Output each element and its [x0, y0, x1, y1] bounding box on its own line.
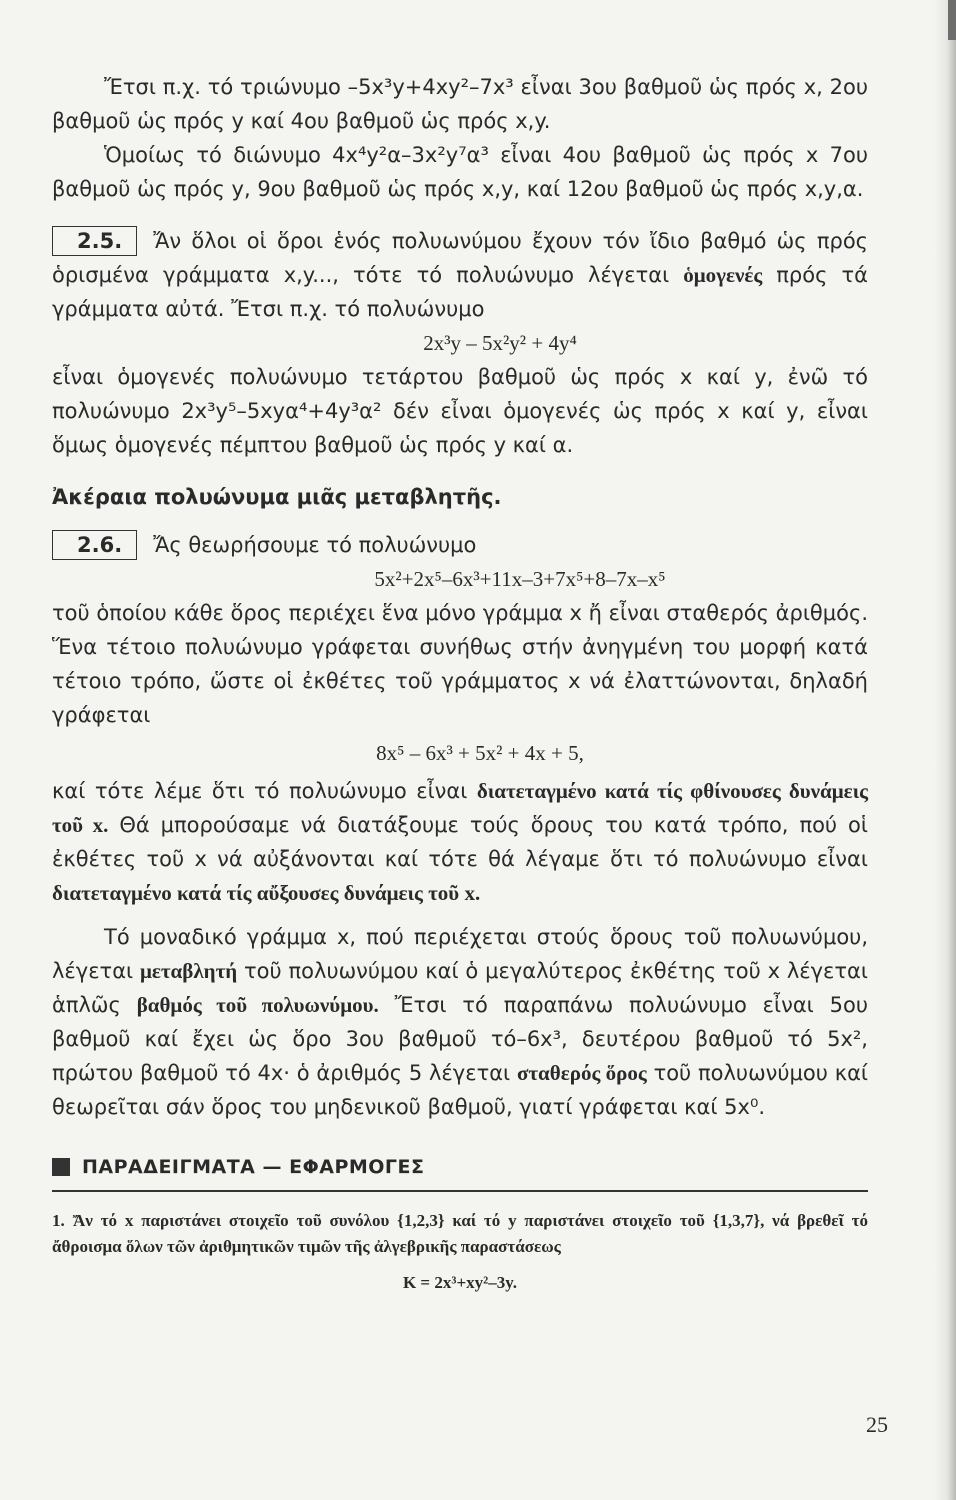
page-edge-strip	[948, 0, 956, 40]
final-text-4: τοῦ πολυωνύμου καί θεωρεῖται σάν ὅρος του μηδενικοῦ βαθμοῦ, γιατί γράφεται καί 5x⁰.	[52, 1061, 869, 1119]
term-variable: μεταβλητή	[140, 959, 238, 983]
final-text-2: τοῦ πολυωνύμου καί ὁ μεγαλύτερος ἐκθέτης τοῦ x λέγεται ἁπλῶς	[52, 959, 868, 1017]
page-number: 25	[866, 1412, 888, 1437]
term-homogeneous: ὁμογενές	[683, 263, 763, 287]
sec26-text-c: Θά μπορούσαμε νά διατάξουμε τούς ὅρους του κατά τρόπο, πού οἱ ἐκθέτες τοῦ x νά αὐξάνονται καί τότε θά λέγαμε ὅτι τό πολυώνυμο εἶναι	[52, 813, 868, 871]
example-text: Ἄν τό x παριστάνει στοιχεῖο τοῦ συνόλου {1,2,3} καί τό y παριστάνει στοιχεῖο τοῦ {1,3,7}, νά βρεθεῖ τό ἄθροισμα ὅλων τῶν ἀριθμητικῶν τιμῶν τῆς ἀλγεβρικῆς παραστάσεως	[52, 1211, 868, 1256]
sec25-text-c: εἶναι ὁμογενές πολυώνυμο τετάρτου βαθμοῦ ὡς πρός x καί y, ἐνῶ τό πολυώνυμο 2x³y⁵–5xyα⁴+4y³α² δέν εἶναι ὁμογενές ὡς πρός x καί y, εἶναι ὅμως ὁμογενές πέμπτου βαθμοῦ ὡς πρός y καί α.	[52, 365, 868, 457]
term-ascending: διατεταγμένο κατά τίς αὔξουσες δυνάμεις τοῦ x.	[52, 881, 481, 905]
sec26-intro: Ἄς θεωρήσουμε τό πολυώνυμο	[153, 533, 477, 557]
examples-heading-text: ΠΑΡΑΔΕΙΓΜΑΤΑ — ΕΦΑΡΜΟΓΕΣ	[82, 1156, 425, 1178]
page-edge-shadow	[934, 0, 956, 1500]
paragraph-trinomial-example: Ἔτσι π.χ. τό τριώνυμο –5x³y+4xy²–7x³ εἶναι 3ου βαθμοῦ ὡς πρός x, 2ου βαθμοῦ ὡς πρός y καί 4ου βαθμοῦ ὡς πρός x,y.	[52, 75, 868, 133]
sec26-descending-paragraph	[52, 774, 868, 910]
square-bullet-icon	[52, 1158, 70, 1176]
term-descending: διατεταγμένο κατά τίς φθίνουσες δυνάμεις τοῦ x.	[52, 779, 868, 837]
final-text-1: Τό μοναδικό γράμμα x, πού περιέχεται στούς ὅρους τοῦ πολυωνύμου, λέγεται	[52, 925, 868, 983]
examples-heading	[52, 1150, 868, 1184]
page-body	[52, 70, 868, 1296]
formula-ordered: 8x⁵ – 6x³ + 5x² + 4x + 5,	[376, 741, 584, 765]
term-degree: βαθμός τοῦ πολυωνύμου.	[136, 993, 379, 1017]
example-formula: K = 2x³+xy²–3y.	[402, 1273, 518, 1292]
paragraph-degree-definition	[52, 920, 868, 1124]
formula-unordered: 5x²+2x⁵–6x³+11x–3+7x⁵+8–7x–x⁵	[374, 567, 666, 591]
sec26-text-b: καί τότε λέμε ὅτι τό πολυώνυμο εἶναι	[52, 779, 477, 803]
example-number: 1.	[52, 1211, 65, 1230]
section-title: Ἀκέραια πολυώνυμα μιᾶς μεταβλητῆς.	[52, 485, 502, 509]
section-2-6	[52, 528, 868, 562]
sec25-text-b: πρός τά γράμματα αὐτά. Ἔτσι π.χ. τό πολυώνυμο	[52, 263, 868, 321]
section-number-2-5: 2.5.	[52, 226, 137, 256]
paragraph-binomial-example: Ὁμοίως τό διώνυμο 4x⁴y²α–3x²y⁷α³ εἶναι 4ου βαθμοῦ ὡς πρός x 7ου βαθμοῦ ὡς πρός y, 9ου βαθμοῦ ὡς πρός x,y, καί 12ου βαθμοῦ ὡς πρός x,y,α.	[52, 143, 868, 201]
heading-rule	[52, 1190, 868, 1192]
term-constant: σταθερός ὅρος	[516, 1061, 647, 1085]
sec25-text-a: Ἄν ὅλοι οἱ ὅροι ἑνός πολυωνύμου ἔχουν τόν ἴδιο βαθμό ὡς πρός ὁρισμένα γράμματα x,y..., τότε τό πολυώνυμο λέγεται	[52, 229, 868, 287]
section-number-2-6: 2.6.	[52, 530, 137, 560]
formula-homogeneous: 2x³y – 5x²y² + 4y⁴	[423, 331, 577, 355]
final-text-3: Ἔτσι τό παραπάνω πολυώνυμο εἶναι 5ου βαθμοῦ καί ἔχει ὡς ὅρο 3ου βαθμοῦ τό–6x³, δευτέρου βαθμοῦ τό 5x², πρώτου βαθμοῦ τό 4x· ὁ ἀριθμός 5 λέγεται	[52, 993, 869, 1085]
sec26-text-a: τοῦ ὁποίου κάθε ὅρος περιέχει ἕνα μόνο γράμμα x ἤ εἶναι σταθερός ἀριθμός. Ἕνα τέτοιο πολυώνυμο γράφεται συνήθως στήν ἀνηγμένη του μορφή κατά τέτοιο τρόπο, ὥστε οἱ ἐκθέτες τοῦ γράμματος x νά ἐλαττώνονται, δηλαδή γράφεται	[52, 601, 868, 727]
section-2-5	[52, 224, 868, 326]
example-1	[52, 1208, 868, 1260]
